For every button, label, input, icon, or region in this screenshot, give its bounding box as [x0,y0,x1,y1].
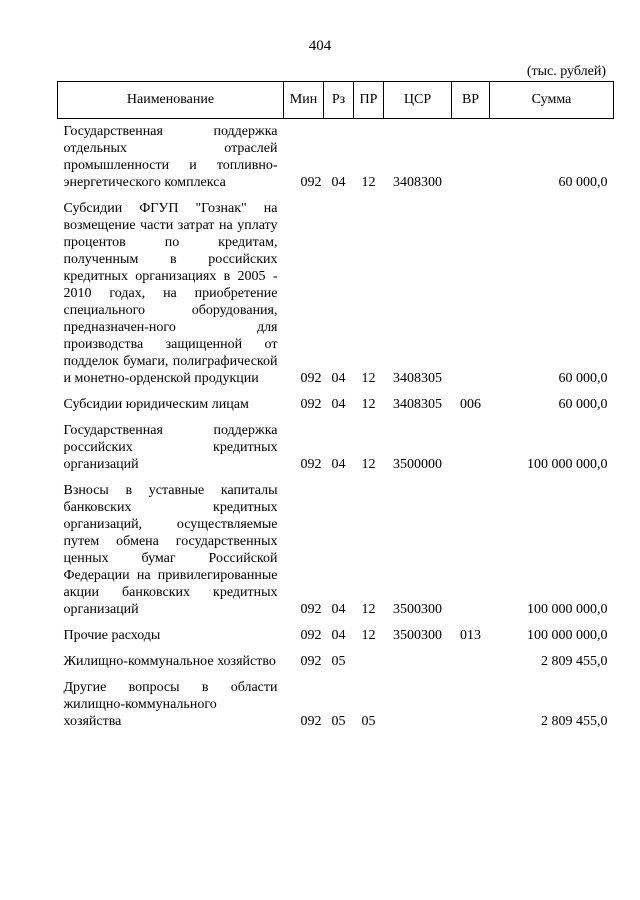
header-min: Мин [284,82,324,119]
row-min: 092 [300,602,322,617]
table-row [58,473,614,618]
row-min: 092 [300,175,322,190]
row-name [58,413,284,473]
row-csr [384,670,452,730]
row-pr: 12 [361,628,376,643]
row-min: 092 [300,628,322,643]
row-name [58,473,284,618]
table-row [58,387,614,413]
table-row [58,670,614,730]
table-row [58,191,614,387]
row-csr: 3500300 [393,628,442,643]
row-name-text: Государственная поддержка отдельных отраслей промышленности и топливно-энергетического комплекса [63,124,278,190]
row-sum: 60 000,0 [558,175,608,190]
units-label: (тыс. рублей) [526,64,606,79]
row-name [58,387,284,413]
row-name-text: Жилищно-коммунальное хозяйство [63,654,276,669]
row-vr [452,473,490,618]
row-rz: 04 [331,371,346,386]
header-name: Наименование [58,82,284,119]
row-pr: 12 [361,457,376,472]
table-row [58,644,614,670]
row-csr: 3408305 [393,371,442,386]
row-vr [452,191,490,387]
row-min: 092 [300,714,322,729]
row-csr: 3500000 [393,457,442,472]
row-sum: 60 000,0 [558,397,608,412]
page-number: 404 [308,38,332,54]
row-rz: 04 [331,175,346,190]
header-rz: Рз [324,82,354,119]
row-pr: 12 [361,371,376,386]
row-vr [452,413,490,473]
table-row [58,618,614,644]
row-min: 092 [300,654,322,669]
row-min: 092 [300,371,322,386]
row-csr: 3408305 [393,397,442,412]
row-name [58,618,284,644]
row-min: 092 [300,457,322,472]
row-rz: 05 [331,714,346,729]
row-name-text: Взносы в уставные капиталы банковских кредитных организаций, осуществляемые путем обмена государственных ценных бумаг Российской Федерации на привилегированные акции банковских кредитных организаций [63,483,278,617]
row-name-text: Прочие расходы [63,628,161,643]
row-pr [354,644,384,670]
row-csr: 3500300 [393,602,442,617]
row-csr: 3408300 [393,175,442,190]
row-name-text: Другие вопросы в области жилищно-коммунального хозяйства [63,680,278,729]
table-body [58,119,614,731]
row-min: 092 [300,397,322,412]
row-name [58,644,284,670]
row-name-text: Государственная поддержка российских кредитных организаций [63,423,278,472]
table-row [58,413,614,473]
row-rz: 05 [331,654,346,669]
header-row [58,82,614,119]
row-rz: 04 [331,397,346,412]
row-rz: 04 [331,628,346,643]
row-pr: 12 [361,602,376,617]
row-vr [452,670,490,730]
row-pr: 12 [361,175,376,190]
row-sum: 60 000,0 [558,371,608,386]
row-sum: 100 000 000,0 [527,602,608,617]
row-name [58,670,284,730]
budget-table [57,81,614,730]
row-sum: 2 809 455,0 [541,654,608,669]
row-name [58,191,284,387]
header-sum: Сумма [490,82,614,119]
table-header [58,82,614,119]
row-sum: 2 809 455,0 [541,714,608,729]
row-rz: 04 [331,457,346,472]
row-vr: 006 [460,397,481,412]
row-sum: 100 000 000,0 [527,457,608,472]
header-csr: ЦСР [384,82,452,119]
row-vr [452,119,490,192]
row-pr: 12 [361,397,376,412]
row-name [58,119,284,192]
row-rz: 04 [331,602,346,617]
row-name-text: Субсидии юридическим лицам [63,397,249,412]
header-pr: ПР [354,82,384,119]
row-pr: 05 [361,714,376,729]
row-name-text: Субсидии ФГУП "Гознак" на возмещение части затрат на уплату процентов по кредитам, полученным в российских кредитных организациях в 2005 - 2010 годах, на приобретение специального оборудования, предназначен-ного для производства защищенной от подделок бумаги, полиграфической и монетно-орденской продукции [63,201,278,386]
header-vr: ВР [452,82,490,119]
row-vr: 013 [460,628,481,643]
table-row [58,119,614,192]
row-vr [452,644,490,670]
row-sum: 100 000 000,0 [527,628,608,643]
row-csr [384,644,452,670]
